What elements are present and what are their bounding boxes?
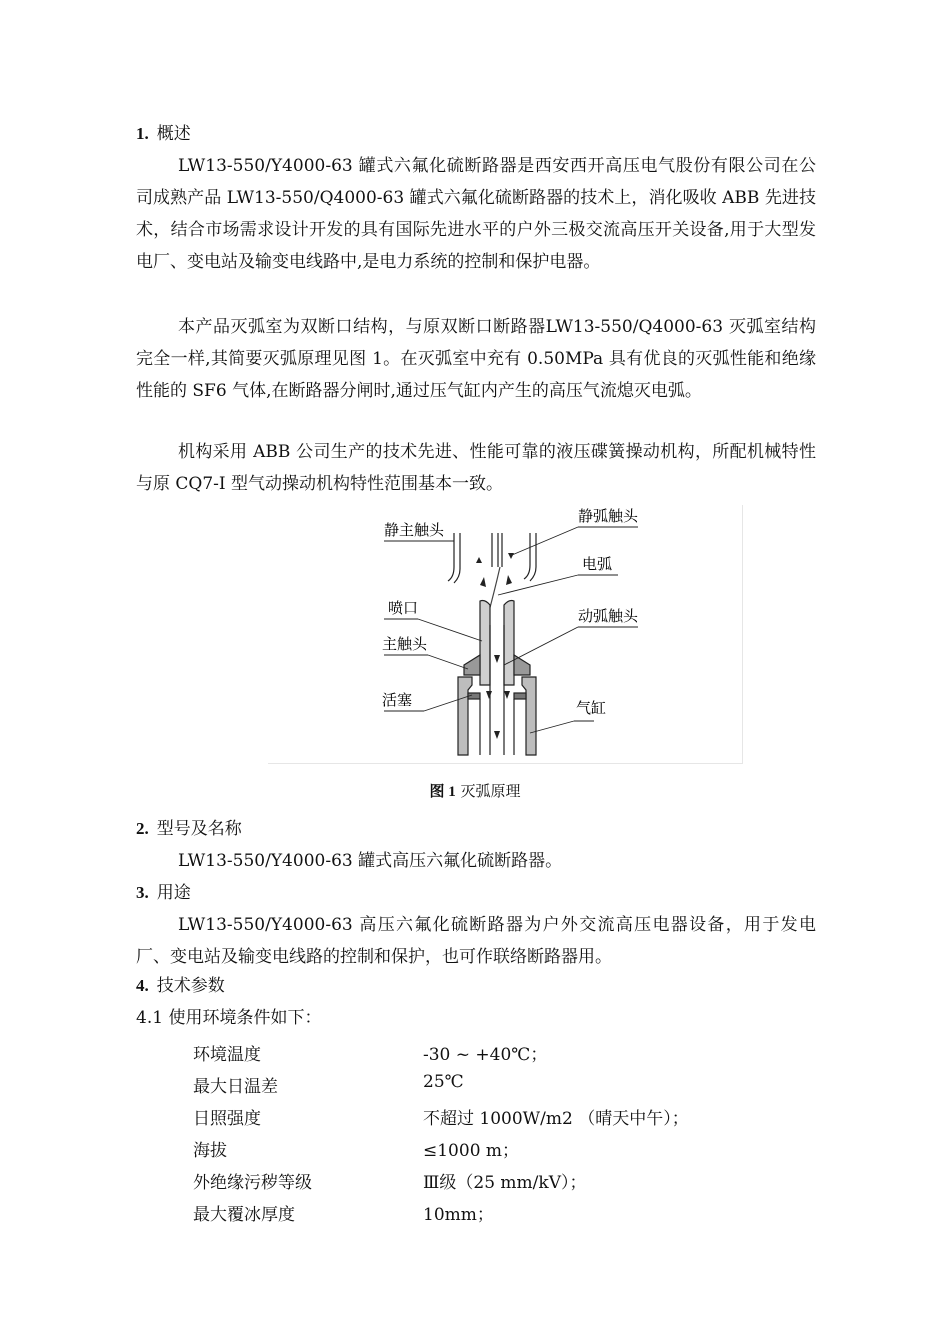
env-row-name: 环境温度: [193, 1045, 261, 1065]
label-piston: 活塞: [382, 691, 413, 709]
label-static-main-contact: 静主触头: [384, 521, 445, 539]
label-moving-arc-contact: 动弧触头: [578, 607, 639, 625]
env-row-value: 不超过 1000W/m2 （晴天中午）；: [423, 1109, 689, 1129]
env-row-name: 外绝缘污秽等级: [193, 1173, 312, 1193]
arc-principle-diagram: [268, 505, 742, 763]
env-row-value: 10mm；: [423, 1205, 494, 1225]
env-row-name: 最大日温差: [193, 1077, 278, 1097]
paragraph-model: LW13-550/Y4000-63 罐式高压六氟化硫断路器。: [178, 851, 563, 871]
section-heading-model: 2. 型号及名称: [136, 819, 242, 839]
paragraph-intro: LW13-550/Y4000-63 罐式六氟化硫断路器是西安西开高压电气股份有限公司在公司成熟产品 LW13-550/Q4000-63 罐式六氟化硫断路器的技术上，消化吸收 ABB 先进技术，结合市场需求设计开发的具有国际先进水平的户外三极交流高压开关设备,用于大型发电厂、变电站及输变电线路中,是电力系统的控制和保护电器。: [136, 156, 816, 272]
env-row: [193, 1104, 689, 1129]
env-row: [193, 1136, 520, 1161]
label-arc: 电弧: [582, 555, 613, 573]
arc-principle-figure: [268, 505, 743, 764]
paragraph-usage: LW13-550/Y4000-63 高压六氟化硫断路器为户外交流高压电器设备，用于发电厂、变电站及输变电线路的控制和保护，也可作联络断路器用。: [136, 915, 816, 967]
section-heading-overview: 1. 概述: [136, 124, 191, 144]
env-row: [193, 1168, 587, 1193]
figure-caption: 图 1 灭弧原理: [429, 782, 521, 800]
env-row: [193, 1040, 548, 1065]
paragraph-arc-chamber: 本产品灭弧室为双断口结构，与原双断口断路器LW13-550/Q4000-63 灭弧室结构完全一样,其简要灭弧原理见图 1。在灭弧室中充有 0.50MPa 具有优良的灭弧性能和绝缘性能的 SF6 气体,在断路器分闸时,通过压气缸内产生的高压气流熄灭电弧。: [136, 317, 816, 401]
env-row-value: 25℃: [423, 1072, 464, 1092]
env-row-value: ≤1000 m；: [423, 1141, 520, 1161]
section-heading-usage: 3. 用途: [136, 883, 191, 903]
env-row-name: 日照强度: [193, 1109, 261, 1129]
section-heading-tech: 4. 技术参数: [136, 976, 225, 996]
label-main-contact: 主触头: [382, 635, 428, 653]
label-static-arc-contact: 静弧触头: [578, 507, 639, 525]
env-row-value: Ⅲ级（25 mm/kV）；: [423, 1173, 587, 1193]
paragraph-mechanism: 机构采用 ABB 公司生产的技术先进、性能可靠的液压碟簧操动机构，所配机械特性与原 CQ7-I 型气动操动机构特性范围基本一致。: [136, 442, 816, 494]
env-row: [193, 1072, 464, 1097]
env-row-name: 海拔: [193, 1141, 227, 1161]
env-row-name: 最大覆冰厚度: [193, 1205, 295, 1225]
label-cylinder: 气缸: [576, 699, 607, 717]
env-row-value: -30 ~ +40℃；: [423, 1045, 548, 1065]
env-conditions-title: 4.1 使用环境条件如下：: [136, 1008, 322, 1028]
label-nozzle: 喷口: [388, 599, 419, 617]
env-row: [193, 1200, 494, 1225]
